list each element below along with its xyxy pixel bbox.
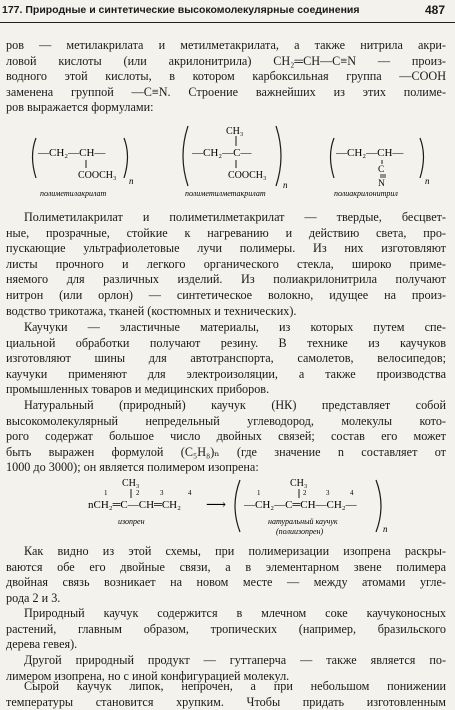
rubber-methyl: CH₃ [290,478,308,489]
text-line: ваются обе его двойные связи, а в элементарном звене полимера [6,559,446,574]
rubber-num-2: 2 [303,489,307,497]
text-line: растений, главным образом, тропических (например, бразильского [6,621,446,636]
formula-3-caption: полиакрилонитрил [334,189,398,198]
text-line: ные, прозрачные, стойкие к нагреванию и действию света, про- [6,225,446,240]
text-line: изготовляют шины для автотранспорта, самолетов, велосипедов; [6,351,446,366]
text-line: лимером изопрена, но с иной конфигурацией молекул. [6,668,290,683]
rubber-n: n [383,524,388,534]
text-line: Полиметилакрилат и полиметилметакрилат — твердые, бесцвет- [24,210,446,224]
formula-3-nitrogen: N [378,179,385,189]
paragraph-8 [6,679,446,710]
rubber-caption-1: натуральный каучук [268,517,338,526]
text-line: каучуки применяют для электроизоляции, а также производства [6,366,446,381]
text-line: Природный каучук содержится в млечном соке каучуконосных [24,606,446,620]
text-line: Каучуки — эластичные материалы, из которых путем спе- [24,320,446,334]
formula-3-chain: —CH₂—CH— [336,147,404,159]
formula-1-n: n [129,176,134,186]
text-line: заменена группой —C≡N. Строение важнейших из этих полиме- [6,84,446,99]
text-line: ров выражается формулами: [6,100,154,115]
rubber-chain: —CH₂—C═CH—CH₂— [244,499,357,511]
text-line: няемого для различных изделий. Из полиакрилонитрила получают [6,272,446,287]
text-line: пускающие ультрафиолетовые лучи полимеры. Из них изготовляют [6,241,446,256]
rubber-num-1: 1 [257,489,261,497]
formula-3-carbon: C [378,165,385,175]
isoprene-num-1: 1 [104,489,108,497]
text-line: быть выражен формулой (C₅H₈)ₙ (где значение n составляет от [6,444,446,459]
text-line: Другой природный продукт — гуттаперча — также является по- [24,653,446,667]
formula-2-methyl: CH₃ [226,126,244,137]
text-line: Натуральный (природный) каучук (НК) представляет собой [24,398,446,412]
text-line: рода 2 и 3. [6,590,61,605]
text-line: дерева гевея). [6,637,78,652]
text-line: ловой кислоты (или акрилонитрила) CH₂═CH—C≡N — произ- [6,53,446,68]
chapter-title: 177. Природные и синтетические высокомолекулярные соединения [2,4,360,16]
formula-3-n: n [425,176,430,186]
text-line: нитрон (или орлон) — синтетическое волокно, идущее на произ- [6,287,446,302]
polymer-formulas-svg [0,120,455,200]
text-line: Как видно из этой схемы, при полимеризации изопрена раскры- [24,544,446,558]
paragraph-5 [6,544,446,606]
rubber-caption-2: (полиизопрен) [276,527,324,536]
text-line: циальной обработки получают резину. В технике из каучуков [6,335,446,350]
paragraph-6 [6,606,446,653]
paragraph-2 [6,210,446,319]
text-line: водного этой кислоты, в котором карбоксильная группа —COOH [6,69,446,84]
page-header [0,0,455,23]
page-number: 487 [424,3,445,17]
isoprene-num-3: 3 [160,489,164,497]
formula-1-substituent: COOCH₃ [78,170,117,181]
text-line: Сырой каучук липок, непрочен, а при небольшом понижении [24,679,446,693]
rubber-num-4: 4 [350,489,354,497]
isoprene-polymerization-svg [0,474,455,544]
text-line: промышленных товаров и медицинских приборов. [6,382,270,397]
formula-2-n: n [283,180,288,190]
text-line: 1000 до 3000); он является полимером изопрена: [6,460,259,475]
isoprene-chain: nCH₂═C—CH═CH₂ [88,499,181,511]
text-line: листы прочного и легкого органического стекла, широко приме- [6,256,446,271]
text-line: ров — метилакрилата и метилметакрилата, а также нитрила акри- [6,38,446,52]
formula-1-caption: полиметилакрилат [40,189,107,198]
formula-2-chain: —CH₂—C— [192,147,252,159]
text-line: двойная связь возникает на новом месте — между атомами угле- [6,575,446,590]
isoprene-num-4: 4 [188,489,192,497]
paragraph-3 [6,320,446,398]
isoprene-methyl: CH₃ [122,478,140,489]
paragraph-4 [6,398,446,476]
isoprene-num-2: 2 [136,489,140,497]
rubber-num-3: 3 [326,489,330,497]
isoprene-polymerization [0,474,455,549]
text-line: температуры становится хрупким. Чтобы придать изготовленным [6,694,446,709]
isoprene-caption: изопрен [118,517,145,526]
text-line: водство трикотажа, тканей (костюмных и технических). [6,303,297,318]
formula-1-chain: —CH₂—CH— [38,147,106,159]
paragraph-1 [6,38,446,116]
formula-2-substituent: COOCH₃ [228,170,267,181]
formula-2-caption: полиметилметакрилат [185,189,266,198]
text-line: высокомолекулярный непредельный углеводород, молекулы кото- [6,413,446,428]
polymer-formulas [0,120,455,205]
text-line: рого содержат большое число двойных связей; состав его может [6,429,446,444]
reaction-arrow: ⟶ [206,498,227,513]
